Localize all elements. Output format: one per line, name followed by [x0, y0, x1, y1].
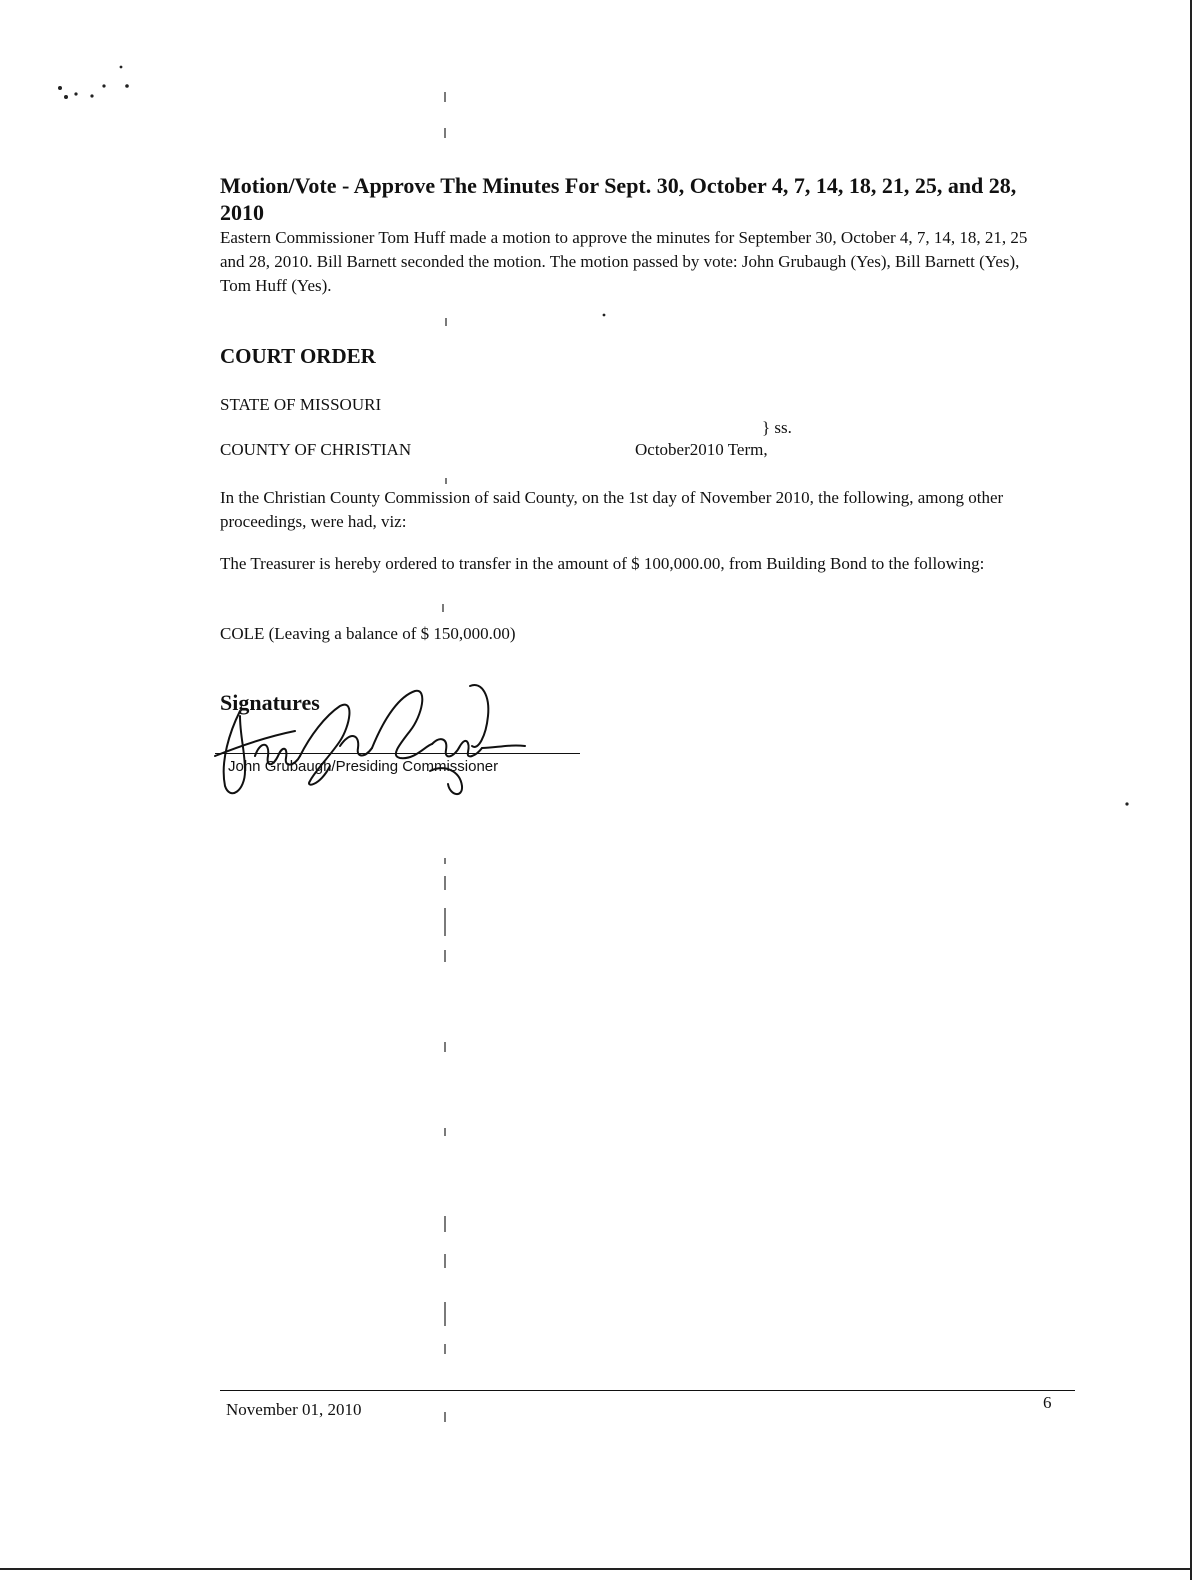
signatures-label: Signatures [220, 690, 320, 715]
motion-body: Eastern Commissioner Tom Huff made a motion to approve the minutes for September 30, October 4, 7, 14, 18, 21, 25 and 28, 2010. Bill Barnett seconded the motion. The motion passed by vote: John Grubaugh (Yes), Bill Barnett (Yes), Tom Huff (Yes). [220, 228, 1028, 295]
footer-rule [220, 1390, 1075, 1391]
scan-edge-right [1190, 0, 1192, 1580]
state-line: STATE OF MISSOURI [220, 395, 382, 414]
motion-heading: Motion/Vote - Approve The Minutes For Sept. 30, October 4, 7, 14, 18, 21, 25, and 28, 2010 [220, 173, 1017, 225]
proceedings-paragraph: In the Christian County Commission of said County, on the 1st day of November 2010, the following, among other proceedings, were had, viz: [220, 488, 1004, 531]
signer-name: John Grubaugh/Presiding Commissioner [228, 758, 499, 775]
handwritten-signature [200, 676, 530, 801]
court-order-title: COURT ORDER [220, 344, 376, 368]
page-number: 6 [1043, 1393, 1052, 1412]
footer-date: November 01, 2010 [226, 1400, 362, 1419]
term-line: October2010 Term, [635, 440, 768, 459]
scan-edge-bottom [0, 1568, 1192, 1570]
ss-brace: } ss. [762, 418, 792, 437]
recipient-line: COLE (Leaving a balance of $ 150,000.00) [220, 624, 516, 643]
county-line: COUNTY OF CHRISTIAN [220, 440, 412, 459]
transfer-order-paragraph: The Treasurer is hereby ordered to transfer in the amount of $ 100,000.00, from Building Bond to the following: [220, 554, 985, 573]
